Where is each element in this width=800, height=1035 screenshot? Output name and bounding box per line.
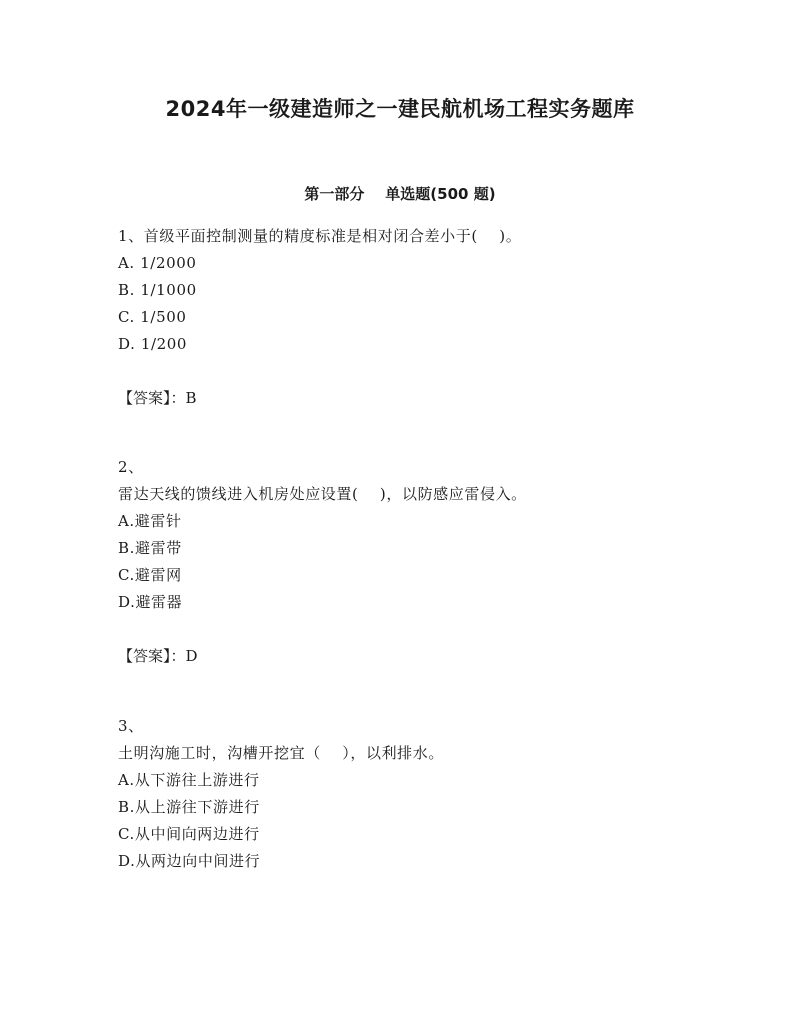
- question-number: 2、: [118, 458, 144, 476]
- option-c: C.避雷网: [118, 566, 182, 584]
- option-d: D. 1/200: [118, 335, 188, 353]
- question-stem: 1、首级平面控制测量的精度标准是相对闭合差小于( )。: [118, 227, 522, 245]
- section-heading: 第一部分 单选题(500 题): [304, 185, 496, 203]
- answer: 【答案】：B: [118, 389, 197, 407]
- document-title: 2024年一级建造师之一建民航机场工程实务题库: [165, 97, 635, 121]
- option-b: B. 1/1000: [118, 281, 197, 299]
- option-c: C. 1/500: [118, 308, 187, 326]
- question-2: [118, 454, 718, 670]
- question-number: 3、: [118, 717, 144, 735]
- option-b: B.避雷带: [118, 539, 182, 557]
- question-stem: 雷达天线的馈线进入机房处应设置( )，以防感应雷侵入。: [118, 485, 527, 503]
- question-3: [118, 713, 718, 875]
- option-a: A.从下游往上游进行: [118, 771, 260, 789]
- question-stem: 土明沟施工时，沟槽开挖宜（ ），以利排水。: [118, 744, 444, 762]
- option-d: D.避雷器: [118, 593, 183, 611]
- option-a: A.避雷针: [118, 512, 182, 530]
- option-d: D.从两边向中间进行: [118, 852, 261, 870]
- option-c: C.从中间向两边进行: [118, 825, 260, 843]
- option-b: B.从上游往下游进行: [118, 798, 260, 816]
- question-1: [118, 223, 718, 412]
- option-a: A. 1/2000: [118, 254, 197, 272]
- answer: 【答案】：D: [118, 647, 198, 665]
